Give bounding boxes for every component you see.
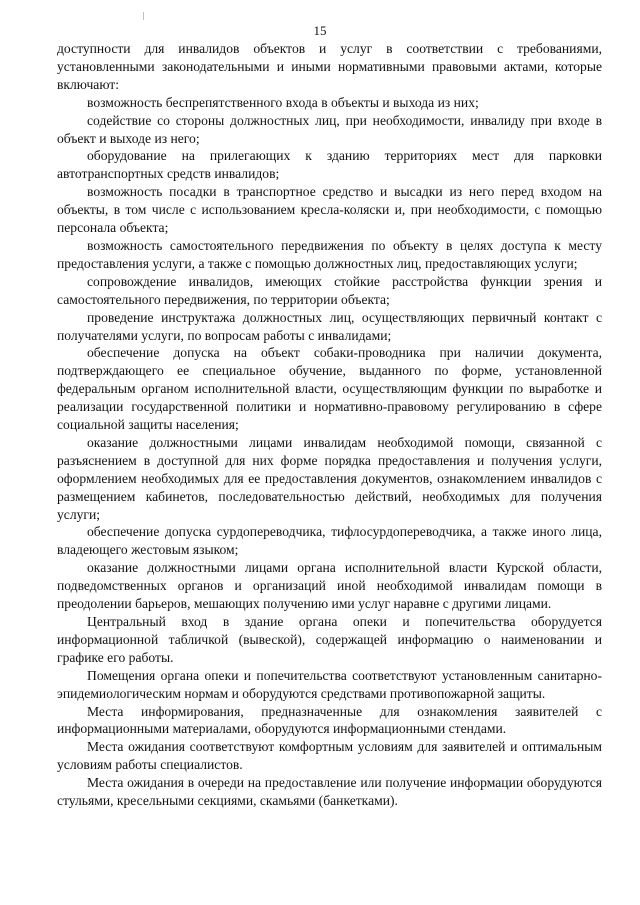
- paragraph: сопровождение инвалидов, имеющих стойкие расстройства функции зрения и самостоятельного передвижения, по территории объекта;: [57, 273, 602, 307]
- page-number: 15: [313, 23, 327, 38]
- paragraph: Центральный вход в здание органа опеки и попечительства оборудуется информационной табличкой (вывеской), содержащей информацию о наименовании и графике его работы.: [57, 614, 602, 665]
- document-body: [57, 40, 602, 810]
- paragraph: возможность беспрепятственного входа в объекты и выхода из них;: [87, 94, 479, 110]
- paragraph: возможность самостоятельного передвижения по объекту в целях доступа к месту предоставления услуги, а также с помощью должностных лиц, предоставляющих услуги;: [57, 237, 602, 271]
- paragraph: Места информирования, предназначенные для ознакомления заявителей с информационными материалами, оборудуются информационными стендами.: [57, 703, 602, 737]
- paragraph: оказание должностными лицами инвалидам необходимой помощи, связанной с разъяснением в доступной для них форме порядка предоставления и получения услуги, оформлением необходимых для ее предоставления документов, ознакомлением инвалидов с размещением кабинетов, последовательностью действий, необходимых для получения услуги;: [57, 434, 602, 522]
- paragraph: оборудование на прилегающих к зданию территориях мест для парковки автотранспортных средств инвалидов;: [57, 148, 602, 182]
- paragraph: доступности для инвалидов объектов и услуг в соответствии с требованиями, установленными законодательными и иными нормативными правовыми актами, которые включают:: [57, 41, 602, 92]
- paragraph: Места ожидания соответствуют комфортным условиям для заявителей и оптимальным условиям работы специалистов.: [57, 739, 602, 773]
- paragraph: проведение инструктажа должностных лиц, осуществляющих первичный контакт с получателями услуги, по вопросам работы с инвалидами;: [57, 309, 602, 343]
- scan-mark: [143, 12, 144, 20]
- paragraph: обеспечение допуска сурдопереводчика, тифлосурдопереводчика, а также иного лица, владеющего жестовым языком;: [57, 524, 602, 558]
- paragraph: Места ожидания в очереди на предоставление или получение информации оборудуются стульями, кресельными секциями, скамьями (банкетками).: [57, 775, 602, 809]
- paragraph: содействие со стороны должностных лиц, при необходимости, инвалиду при входе в объект и выходе из него;: [57, 112, 602, 146]
- paragraph: оказание должностными лицами органа исполнительной власти Курской области, подведомственных органов и организаций иной необходимой инвалидам помощи в преодолении барьеров, мешающих получению ими услуг наравне с другими лицами.: [57, 560, 602, 612]
- paragraph: обеспечение допуска на объект собаки-проводника при наличии документа, подтверждающего ее специальное обучение, выданного по форме, установленной федеральным органом исполнительной власти, осуществляющим функции по выработке и реализации государственной политики и нормативно-правовому регулированию в сфере социальной защиты населения;: [57, 345, 602, 433]
- paragraph: Помещения органа опеки и попечительства соответствуют установленным санитарно-эпидемиологическим нормам и оборудуются средствами противопожарной защиты.: [57, 667, 602, 701]
- paragraph: возможность посадки в транспортное средство и высадки из него перед входом на объекты, в том числе с использованием кресла-коляски и, при необходимости, с помощью персонала объекта;: [57, 184, 602, 236]
